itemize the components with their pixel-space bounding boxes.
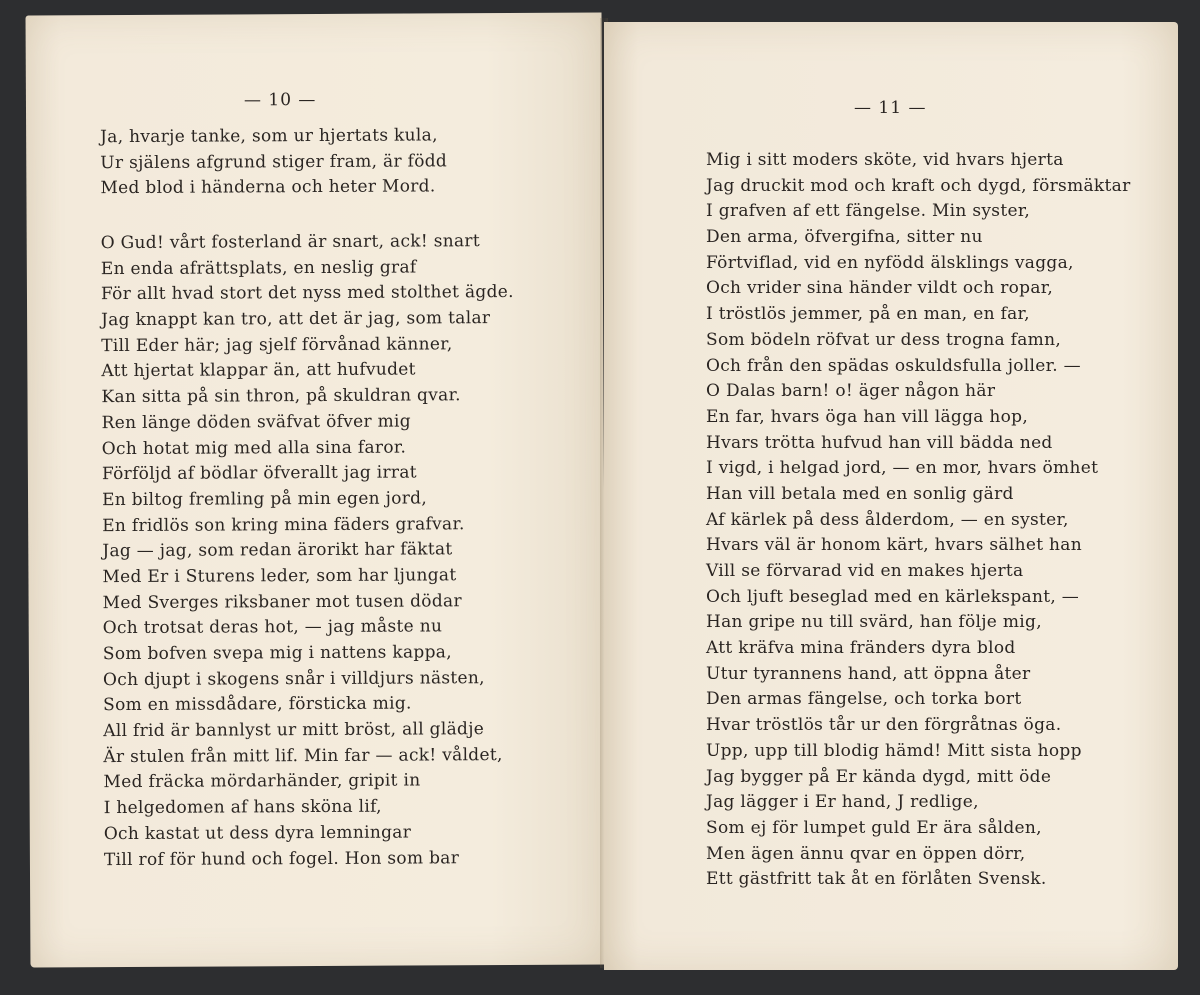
verse-line: Kan sitta på sin thron, på skuldran qvar.: [101, 385, 461, 408]
verse-line: Ur själens afgrund stiger fram, är född: [100, 150, 448, 173]
verse-line: Till Eder här; jag sjelf förvånad känner,: [101, 334, 453, 356]
verse-line: Hvars trötta hufvud han vill bädda ned: [706, 432, 1053, 453]
verse-line: Jag lägger i Er hand, J redlige,: [706, 792, 979, 813]
verse-line: Och djupt i skogens snår i villdjurs nästen,: [102, 667, 485, 690]
verse-line: I grafven af ett fängelse. Min syster,: [706, 201, 1031, 222]
verse-line: Ja, hvarje tanke, som ur hjertats kula,: [100, 125, 438, 148]
verse-line: Jag bygger på Er kända dygd, mitt öde: [706, 766, 1052, 787]
verse-line: Af kärlek på dess ålderdom, — en syster,: [706, 509, 1069, 530]
verse-line: Hvars väl är honom kärt, hvars sälhet han: [706, 535, 1082, 556]
verse-line: Med Sverges riksbaner mot tusen dödar: [102, 590, 462, 613]
verse-line: Med blod i händerna och heter Mord.: [100, 176, 436, 199]
left-page: [26, 12, 607, 967]
verse-line: En biltog fremling på min egen jord,: [101, 488, 428, 510]
verse-line: Och ljuft beseglad med en kärlekspant, —: [706, 586, 1080, 607]
left-stanza-2: [101, 229, 517, 873]
verse-line: Men ägen ännu qvar en öppen dörr,: [706, 843, 1026, 864]
verse-line: Och kastat ut dess dyra lemningar: [103, 822, 412, 844]
verse-line: Ren länge döden sväfvat öfver mig: [101, 411, 411, 433]
right-page: [604, 22, 1178, 970]
verse-line: I helgedomen af hans sköna lif,: [103, 796, 382, 819]
page-number-right: — 11 —: [854, 98, 927, 118]
verse-line: Och hotat mig med alla sina faror.: [101, 437, 407, 459]
verse-line: Som bödeln röfvat ur dess trogna famn,: [706, 329, 1062, 350]
verse-line: Att hjertat klappar än, att hufvudet: [101, 359, 416, 382]
verse-line: Med Er i Sturens leder, som har ljungat: [102, 565, 457, 588]
verse-line: Vill se förvarad vid en makes hjerta: [706, 561, 1024, 581]
verse-line: Som ej för lumpet guld Er ära sålden,: [706, 817, 1042, 838]
verse-line: Jag knappt kan tro, att det är jag, som talar: [101, 308, 491, 331]
verse-line: Han vill betala med en sonlig gärd: [706, 483, 1014, 504]
verse-line: Förföljd af bödlar öfverallt jag irrat: [101, 462, 417, 485]
verse-line: Jag — jag, som redan ärorikt har fäktat: [102, 539, 453, 562]
verse-line: Med fräcka mördarhänder, gripit in: [103, 770, 421, 793]
verse-line: Utur tyrannens hand, att öppna åter: [706, 663, 1031, 684]
verse-line: Och från den spädas oskuldsfulla joller. —: [706, 355, 1081, 376]
verse-line: All frid är bannlyst ur mitt bröst, all glädje: [103, 719, 485, 742]
verse-line: En enda afrättsplats, en neslig graf: [100, 257, 417, 279]
verse-line: En fridlös son kring mina fäders grafvar.: [102, 513, 465, 536]
verse-line: I tröstlös jemmer, på en man, en far,: [706, 304, 1030, 325]
verse-line: Är stulen från mitt lif. Min far — ack! våldet,: [103, 744, 503, 767]
verse-line: O Dalas barn! o! äger någon här: [706, 381, 996, 402]
left-stanza-1: [100, 123, 447, 202]
verse-line: Upp, upp till blodig hämd! Mitt sista hopp: [706, 740, 1082, 761]
verse-line: I vigd, i helgad jord, — en mor, hvars ömhet: [706, 458, 1099, 479]
verse-line: Hvar tröstlös tår ur den förgråtnas öga.: [706, 715, 1062, 736]
right-stanza: [706, 148, 1131, 893]
page-number-left: — 10 —: [243, 89, 317, 111]
verse-line: Och vrider sina händer vildt och ropar,: [706, 278, 1054, 299]
verse-line: Mig i sitt moders sköte, vid hvars hjerta: [706, 150, 1064, 170]
verse-line: Ett gästfritt tak åt en förlåten Svensk.: [706, 869, 1047, 890]
verse-line: För allt hvad stort det nyss med stolthet ägde.: [100, 282, 514, 305]
verse-line: O Gud! vårt fosterland är snart, ack! snart: [100, 231, 481, 254]
verse-line: Han gripe nu till svärd, han följe mig,: [706, 612, 1042, 633]
verse-line: Jag druckit mod och kraft och dygd, försmäktar: [706, 175, 1131, 196]
verse-line: Och trotsat deras hot, — jag måste nu: [102, 616, 443, 639]
verse-line: Till rof för hund och fogel. Hon som bar: [103, 847, 460, 870]
verse-line: Som en missdådare, försticka mig.: [103, 693, 412, 716]
verse-line: Att kräfva mina fränders dyra blod: [706, 638, 1016, 659]
verse-line: Som bofven svepa mig i nattens kappa,: [102, 642, 452, 665]
verse-line: Den arma, öfvergifna, sitter nu: [706, 227, 983, 248]
verse-line: En far, hvars öga han vill lägga hop,: [706, 406, 1029, 427]
verse-line: Den armas fängelse, och torka bort: [706, 689, 1022, 710]
verse-line: Förtviflad, vid en nyfödd älsklings vagga,: [706, 252, 1074, 273]
